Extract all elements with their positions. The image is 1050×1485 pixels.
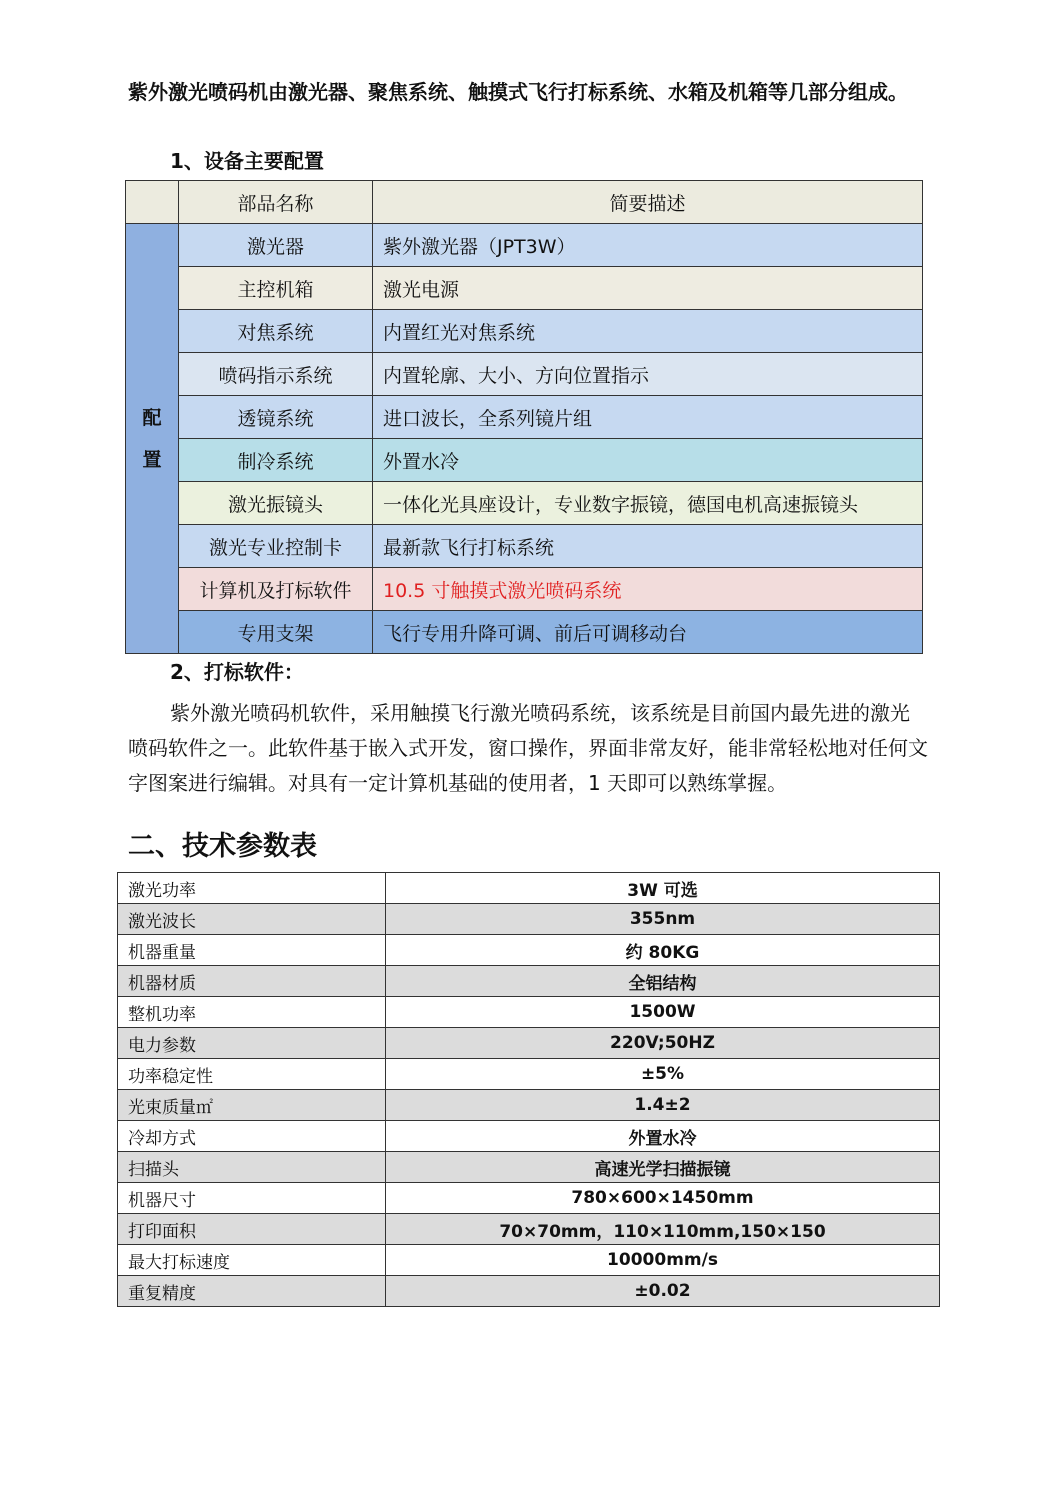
spec-value: 220V;50HZ xyxy=(386,1028,940,1059)
config-row xyxy=(126,310,923,353)
part-name: 透镜系统 xyxy=(179,396,373,439)
config-row xyxy=(126,353,923,396)
spec-key: 机器重量 xyxy=(118,935,386,966)
spec-row xyxy=(118,1152,940,1183)
part-description: 激光电源 xyxy=(373,267,923,310)
part-name: 激光专业控制卡 xyxy=(179,525,373,568)
section-heading-software: 2、打标软件： xyxy=(170,660,304,684)
spec-value: 1500W xyxy=(386,997,940,1028)
config-row xyxy=(126,267,923,310)
config-row xyxy=(126,396,923,439)
spec-key: 重复精度 xyxy=(118,1276,386,1307)
spec-row xyxy=(118,966,940,997)
spec-value: 1.4±2 xyxy=(386,1090,940,1121)
part-description: 内置红光对焦系统 xyxy=(373,310,923,353)
spec-key: 光束质量㎡ xyxy=(118,1090,386,1121)
spec-key: 整机功率 xyxy=(118,997,386,1028)
spec-value: 高速光学扫描振镜 xyxy=(386,1152,940,1183)
spec-row xyxy=(118,1121,940,1152)
part-name: 制冷系统 xyxy=(179,439,373,482)
config-row xyxy=(126,439,923,482)
spec-key: 打印面积 xyxy=(118,1214,386,1245)
part-description: 内置轮廓、大小、方向位置指示 xyxy=(373,353,923,396)
spec-row xyxy=(118,997,940,1028)
spec-row xyxy=(118,1028,940,1059)
part-name: 喷码指示系统 xyxy=(179,353,373,396)
spec-value: 约 80KG xyxy=(386,935,940,966)
config-table xyxy=(125,180,923,654)
config-row xyxy=(126,482,923,525)
spec-key: 激光功率 xyxy=(118,873,386,904)
spec-row xyxy=(118,873,940,904)
spec-row xyxy=(118,1183,940,1214)
spec-value: ±0.02 xyxy=(386,1276,940,1307)
spec-key: 功率稳定性 xyxy=(118,1059,386,1090)
spec-key: 最大打标速度 xyxy=(118,1245,386,1276)
part-description: 外置水冷 xyxy=(373,439,923,482)
spec-row xyxy=(118,1059,940,1090)
config-row xyxy=(126,224,923,267)
spec-table xyxy=(117,872,940,1307)
spec-key: 激光波长 xyxy=(118,904,386,935)
spec-value: 70×70mm，110×110mm,150×150 xyxy=(386,1214,940,1245)
header-corner-cell xyxy=(126,181,179,224)
part-description: 一体化光具座设计，专业数字振镜，德国电机高速振镜头 xyxy=(373,482,923,525)
part-name: 激光器 xyxy=(179,224,373,267)
part-description: 进口波长，全系列镜片组 xyxy=(373,396,923,439)
intro-paragraph: 紫外激光喷码机由激光器、聚焦系统、触摸式飞行打标系统、水箱及机箱等几部分组成。 xyxy=(128,80,908,104)
spec-value: 10000mm/s xyxy=(386,1245,940,1276)
part-description: 飞行专用升降可调、前后可调移动台 xyxy=(373,611,923,654)
config-header-row xyxy=(126,181,923,224)
spec-key: 扫描头 xyxy=(118,1152,386,1183)
spec-row xyxy=(118,1276,940,1307)
spec-row xyxy=(118,1090,940,1121)
part-description-highlight: 10.5 寸触摸式激光喷码系统 xyxy=(373,568,923,611)
part-description: 紫外激光器（JPT3W） xyxy=(373,224,923,267)
part-name: 计算机及打标软件 xyxy=(179,568,373,611)
spec-row xyxy=(118,904,940,935)
spec-key: 电力参数 xyxy=(118,1028,386,1059)
part-name: 对焦系统 xyxy=(179,310,373,353)
config-row xyxy=(126,525,923,568)
spec-value: 全铝结构 xyxy=(386,966,940,997)
section-heading-config: 1、设备主要配置 xyxy=(170,149,324,173)
config-row xyxy=(126,568,923,611)
spec-value: 外置水冷 xyxy=(386,1121,940,1152)
spec-value: 780×600×1450mm xyxy=(386,1183,940,1214)
part-name: 激光振镜头 xyxy=(179,482,373,525)
spec-key: 机器材质 xyxy=(118,966,386,997)
header-description: 简要描述 xyxy=(373,181,923,224)
spec-row xyxy=(118,935,940,966)
spec-value: 355nm xyxy=(386,904,940,935)
config-row xyxy=(126,611,923,654)
spec-title: 二、技术参数表 xyxy=(128,831,317,862)
software-paragraph: 紫外激光喷码机软件，采用触摸飞行激光喷码系统，该系统是目前国内最先进的激光喷码软件之一。此软件基于嵌入式开发，窗口操作，界面非常友好，能非常轻松地对任何文字图案进行编辑。对具有一定计算机基础的使用者，1 天即可以熟练掌握。 xyxy=(128,701,928,795)
header-part-name: 部品名称 xyxy=(179,181,373,224)
spec-row xyxy=(118,1245,940,1276)
spec-value: ±5% xyxy=(386,1059,940,1090)
part-description: 最新款飞行打标系统 xyxy=(373,525,923,568)
config-side-label: 配 置 xyxy=(126,224,179,654)
spec-row xyxy=(118,1214,940,1245)
spec-value: 3W 可选 xyxy=(386,873,940,904)
spec-key: 冷却方式 xyxy=(118,1121,386,1152)
spec-key: 机器尺寸 xyxy=(118,1183,386,1214)
part-name: 主控机箱 xyxy=(179,267,373,310)
part-name: 专用支架 xyxy=(179,611,373,654)
